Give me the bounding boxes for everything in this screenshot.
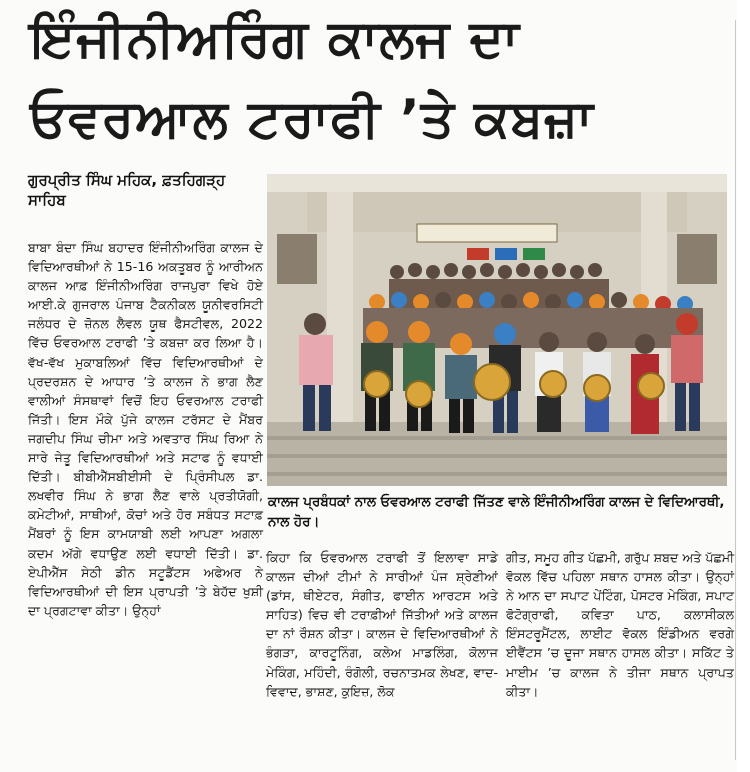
photo-caption: ਕਾਲਜ ਪ੍ਰਬੰਧਕਾਂ ਨਾਲ ਓਵਰਆਲ ਟਰਾਫੀ ਜਿੱਤਣ ਵਾਲੇ ਇੰਜੀਨੀਅਰਿੰਗ ਕਾਲਜ ਦੇ ਵਿਦਿਆਰਥੀ, ਨਾਲ ਹੋਰ।: [268, 495, 725, 530]
article-column-1: ਬਾਬਾ ਬੰਦਾ ਸਿੰਘ ਬਹਾਦਰ ਇੰਜੀਨੀਅਰਿੰਗ ਕਾਲਜ ਦੇ ਵਿਦਿਆਰਥੀਆਂ ਨੇ 15-16 ਅਕਤੂਬਰ ਨੂੰ ਆਰੀਅਨ ਕਾਲਜ ਆਫ਼ ਇੰਜੀਨੀਅਰਿੰਗ ਰਾਜਪੁਰਾ ਵਿਖੇ ਹੋਏ ਆਈ.ਕੇ ਗੁਜਰਾਲ ਪੰਜਾਬ ਟੈਕਨੀਕਲ ਯੂਨੀਵਰਸਿਟੀ ਜਲੰਧਰ ਦੇ ਜ਼ੋਨਲ ਲੈਵਲ ਯੂਥ ਫੈਸਟੀਵਲ, 2022 ਵਿੱਚ ਓਵਰਆਲ ਟਰਾਫੀ ’ਤੇ ਕਬਜ਼ਾ ਕਰ ਲਿਆ ਹੈ। ਵੱਖ-ਵੱਖ ਮੁਕਾਬਲਿਆਂ ਵਿੱਚ ਵਿਦਿਆਰਥੀਆਂ ਦੇ ਪ੍ਰਦਰਸ਼ਨ ਦੇ ਆਧਾਰ ’ਤੇ ਕਾਲਜ ਨੇ ਭਾਗ ਲੈਣ ਵਾਲੀਆਂ ਸੰਸਥਾਵਾਂ ਵਿਚੋਂ ਇਹ ਓਵਰਆਲ ਟਰਾਫੀ ਜਿੱਤੀ। ਇਸ ਮੌਕੇ ਪੁੱਜੇ ਕਾਲਜ ਟਰੱਸਟ ਦੇ ਮੈਂਬਰ ਜਗਦੀਪ ਸਿੰਘ ਚੀਮਾ ਅਤੇ ਅਵਤਾਰ ਸਿੰਘ ਰਿਆ ਨੇ ਸਾਰੇ ਜੇਤੂ ਵਿਦਿਆਰਥੀਆਂ ਅਤੇ ਸਟਾਫ ਨੂੰ ਵਧਾਈ ਦਿੱਤੀ। ਬੀਬੀਐੱਸਬੀਈਸੀ ਦੇ ਪ੍ਰਿੰਸੀਪਲ ਡਾ. ਲਖਵੀਰ ਸਿੰਘ ਨੇ ਭਾਗ ਲੈਣ ਵਾਲੇ ਪ੍ਰਤੀਯੋਗੀ, ਕਮੇਟੀਆਂ, ਸਾਥੀਆਂ, ਕੋਚਾਂ ਅਤੇ ਹੋਰ ਸਬੰਧਤ ਸਟਾਫ਼ ਮੈਂਬਰਾਂ ਨੂੰ ਇਸ ਕਾਮਯਾਬੀ ਲਈ ਆਪਣਾ ਅਗਲਾ ਕਦਮ ਅੱਗੇ ਵਧਾਉਣ ਲਈ ਵਧਾਈ ਦਿੱਤੀ। ਡਾ. ਏਪੀਐੱਸ ਸੇਠੀ ਡੀਨ ਸਟੂਡੈਂਟਸ ਅਫੇਅਰ ਨੇ ਵਿਦਿਆਰਥੀਆਂ ਦੀ ਇਸ ਪ੍ਰਾਪਤੀ ’ਤੇ ਬੇਹੱਦ ਖੁਸ਼ੀ ਦਾ ਪ੍ਰਗਟਾਵਾ ਕੀਤਾ। ਉਨ੍ਹਾਂ: [28, 240, 263, 618]
adjacent-article-edge: [737, 0, 750, 772]
headline-line-2: ਓਵਰਆਲ ਟਰਾਫੀ ’ਤੇ ਕਬਜ਼ਾ: [30, 89, 594, 149]
column-divider: [735, 20, 736, 760]
group-photo: [267, 174, 727, 486]
headline-line-1: ਇੰਜੀਨੀਅਰਿੰਗ ਕਾਲਜ ਦਾ: [30, 9, 520, 69]
article-column-3: ਗੀਤ, ਸਮੂਹ ਗੀਤ ਪੱਛਮੀ, ਗਰੁੱਪ ਸ਼ਬਦ ਅਤੇ ਪੱਛਮੀ ਵੋਕਲ ਵਿੱਚ ਪਹਿਲਾ ਸਥਾਨ ਹਾਸਲ ਕੀਤਾ। ਉਨ੍ਹਾਂ ਨੇ ਆਨ ਦਾ ਸਪਾਟ ਪੇਂਟਿੰਗ, ਪੋਸਟਰ ਮੇਕਿੰਗ, ਸਪਾਟ ਫੋਟੋਗ੍ਰਾਫੀ, ਕਵਿਤਾ ਪਾਠ, ਕਲਾਸੀਕਲ ਇੰਸਟਰੂਮੈਂਟਲ, ਲਾਈਟ ਵੋਕਲ ਇੰਡੀਅਨ ਵਰਗੇ ਈਵੈਂਟਸ ’ਚ ਦੂਜਾ ਸਥਾਨ ਹਾਸਲ ਕੀਤਾ। ਸਕਿੱਟ ਤੇ ਮਾਈਮ ’ਚ ਕਾਲਜ ਨੇ ਤੀਜਾ ਸਥਾਨ ਪ੍ਰਾਪਤ ਕੀਤਾ।: [506, 550, 734, 699]
group-photo-illustration: [267, 174, 727, 486]
byline: ਗੁਰਪ੍ਰੀਤ ਸਿੰਘ ਮਹਿਕ, ਫ਼ਤਹਿਗੜ੍ਹ ਸਾਹਿਬ: [28, 171, 226, 209]
article-column-2: ਕਿਹਾ ਕਿ ਓਵਰਆਲ ਟਰਾਫੀ ਤੋਂ ਇਲਾਵਾ ਸਾਡੇ ਕਾਲਜ ਦੀਆਂ ਟੀਮਾਂ ਨੇ ਸਾਰੀਆਂ ਪੰਜ ਸ਼੍ਰੇਣੀਆਂ (ਡਾਂਸ, ਥੀਏਟਰ, ਸੰਗੀਤ, ਫਾਈਨ ਆਰਟਸ ਅਤੇ ਸਾਹਿਤ) ਵਿਚ ਵੀ ਟਰਾਫ਼ੀਆਂ ਜਿੱਤੀਆਂ ਅਤੇ ਕਾਲਜ ਦਾ ਨਾਂ ਰੌਸ਼ਨ ਕੀਤਾ। ਕਾਲਜ ਦੇ ਵਿਦਿਆਰਥੀਆਂ ਨੇ ਭੰਗੜਾ, ਕਾਰਟੂਨਿੰਗ, ਕਲੇਅ ਮਾਡਲਿੰਗ, ਕੋਲਾਜ ਮੇਕਿੰਗ, ਮਹਿੰਦੀ, ਰੰਗੋਲੀ, ਰਚਨਾਤਮਕ ਲੇਖਣ, ਵਾਦ-ਵਿਵਾਦ, ਭਾਸ਼ਣ, ਕੁਇਜ਼, ਲੋਕ: [266, 550, 498, 699]
